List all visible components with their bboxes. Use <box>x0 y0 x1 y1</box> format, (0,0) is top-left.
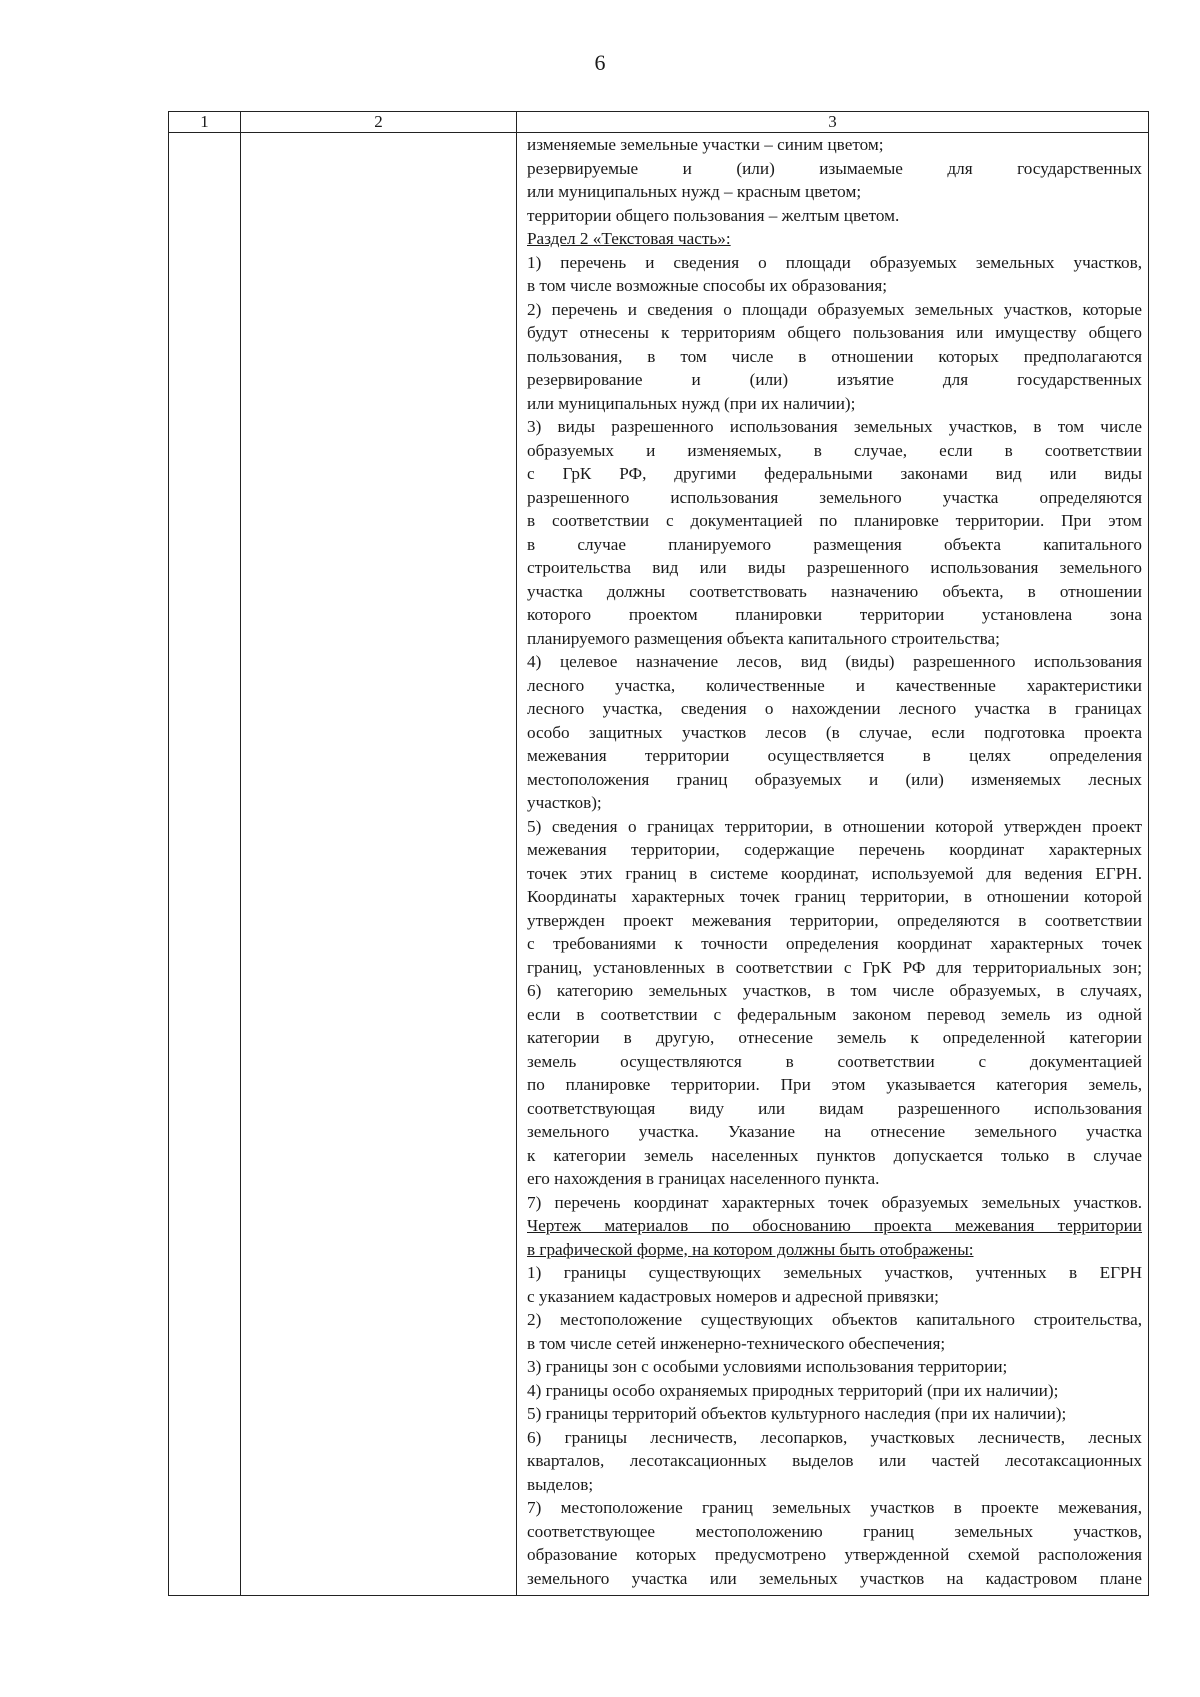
text-line <box>527 133 1142 157</box>
text-line <box>527 204 1142 228</box>
text-line-content: или муниципальных нужд (при их наличии); <box>527 393 856 413</box>
text-line <box>527 180 1142 204</box>
text-line <box>527 1355 1142 1379</box>
text-line-content: 1) перечень и сведения о площади образуемых земельных участков, <box>527 252 1142 272</box>
text-line-content: 6) категорию земельных участков, в том числе образуемых, в случаях, <box>527 981 1142 1000</box>
text-line-content: соответствующая виду или видам разрешенного использования <box>527 1098 1142 1118</box>
text-line <box>527 979 1142 1003</box>
text-line-content: 2) местоположение существующих объектов капитального строительства, <box>527 1310 1142 1329</box>
text-line <box>527 909 1142 933</box>
text-line <box>527 838 1142 862</box>
text-line <box>527 1449 1142 1473</box>
text-line-content: планируемого размещения объекта капитального строительства; <box>527 628 1000 648</box>
text-line <box>527 462 1142 486</box>
text-line-content: лесного участка, сведения о нахождении лесного участка в границах <box>527 699 1142 718</box>
text-line-content: утвержден проект межевания территории, определяются в соответствии <box>527 910 1142 930</box>
text-line <box>527 392 1142 416</box>
text-line-content: соответствующее местоположению границ земельных участков, <box>527 1521 1142 1541</box>
text-line-content: строительства вид или виды разрешенного использования земельного <box>527 558 1142 577</box>
text-line <box>527 1496 1142 1520</box>
text-line-content: 3) границы зон с особыми условиями использования территории; <box>527 1357 1008 1376</box>
text-line <box>527 744 1142 768</box>
text-line-content: 2) перечень и сведения о площади образуемых земельных участков, которые <box>527 299 1142 319</box>
text-line-content: образуемых и изменяемых, в случае, если в соответствии <box>527 440 1142 460</box>
text-line <box>527 1120 1142 1144</box>
text-line-content: выделов; <box>527 1474 594 1494</box>
text-line <box>527 1191 1142 1215</box>
page-number: 6 <box>594 50 606 75</box>
text-line <box>527 1097 1142 1121</box>
table-row <box>169 133 1149 1596</box>
text-line <box>527 956 1142 980</box>
text-line-content: с ГрК РФ, другими федеральными законами вид или виды <box>527 464 1142 483</box>
text-line <box>527 1238 1142 1262</box>
cell-col-1 <box>169 133 241 1596</box>
text-line-content: Чертеж материалов по обоснованию проекта межевания территории <box>527 1216 1142 1235</box>
text-line <box>527 509 1142 533</box>
text-line <box>527 1308 1142 1332</box>
text-line-content: Раздел 2 «Текстовая часть»: <box>527 229 731 248</box>
text-line-content: пользования, в том числе в отношении которых предполагаются <box>527 346 1142 366</box>
text-line-content: по планировке территории. При этом указывается категория земель, <box>527 1075 1142 1094</box>
text-line <box>527 1402 1142 1426</box>
text-line-content: 7) местоположение границ земельных участков в проекте межевания, <box>527 1498 1142 1517</box>
text-line <box>527 768 1142 792</box>
text-line-content: кварталов, лесотаксационных выделов или частей лесотаксационных <box>527 1451 1142 1470</box>
text-line <box>527 1543 1142 1567</box>
text-line-content: 3) виды разрешенного использования земельных участков, в том числе <box>527 417 1142 436</box>
text-line-content: земель осуществляются в соответствии с документацией <box>527 1051 1142 1071</box>
text-line <box>527 603 1142 627</box>
text-line-content: 6) границы лесничеств, лесопарков, участковых лесничеств, лесных <box>527 1427 1142 1447</box>
text-line <box>527 1567 1142 1591</box>
text-line-content: его нахождения в границах населенного пункта. <box>527 1169 880 1188</box>
column-header-2: 2 <box>241 112 517 133</box>
text-line-content: особо защитных участков лесов (в случае, если подготовка проекта <box>527 722 1142 742</box>
text-line <box>527 486 1142 510</box>
text-line <box>527 932 1142 956</box>
text-line <box>527 627 1142 651</box>
text-line <box>527 580 1142 604</box>
text-line-content: с требованиями к точности определения координат характерных точек <box>527 934 1142 953</box>
text-line-content: которого проектом планировки территории установлена зона <box>527 605 1142 624</box>
text-line <box>527 697 1142 721</box>
text-line-content: межевания территории, содержащие перечень координат характерных <box>527 840 1142 859</box>
text-line-content: или муниципальных нужд – красным цветом; <box>527 182 862 201</box>
text-line <box>527 1332 1142 1356</box>
text-line <box>527 1473 1142 1497</box>
text-line <box>527 1003 1142 1027</box>
text-line-content: в графической форме, на котором должны быть отображены: <box>527 1239 974 1259</box>
text-line-content: земельного участка или земельных участков на кадастровом плане <box>527 1568 1142 1588</box>
text-line <box>527 791 1142 815</box>
column-header-1: 1 <box>169 112 241 133</box>
text-line <box>527 298 1142 322</box>
text-line-content: будут отнесены к территориям общего пользования или имуществу общего <box>527 323 1142 342</box>
text-line-content: участков); <box>527 793 602 812</box>
text-line <box>527 1520 1142 1544</box>
text-line <box>527 1379 1142 1403</box>
text-line-content: межевания территории осуществляется в целях определения <box>527 746 1142 765</box>
text-line <box>527 415 1142 439</box>
text-line-content: в случае планируемого размещения объекта капитального <box>527 534 1142 554</box>
text-line <box>527 533 1142 557</box>
text-line-content: 5) сведения о границах территории, в отношении которой утвержден проект <box>527 816 1142 836</box>
text-line <box>527 1144 1142 1168</box>
text-line <box>527 1026 1142 1050</box>
text-line-content: категории в другую, отнесение земель к определенной категории <box>527 1028 1142 1047</box>
text-line <box>527 815 1142 839</box>
text-line-content: если в соответствии с федеральным законом перевод земель из одной <box>527 1004 1142 1024</box>
text-line-content: границ, установленных в соответствии с ГрК РФ для территориальных зон; <box>527 957 1142 977</box>
text-line <box>527 862 1142 886</box>
text-line-content: 1) границы существующих земельных участков, учтенных в ЕГРН <box>527 1263 1142 1282</box>
text-line <box>527 1167 1142 1191</box>
text-line-content: резервирование и (или) изъятие для государственных <box>527 370 1142 389</box>
text-line <box>527 1073 1142 1097</box>
text-line <box>527 251 1142 275</box>
text-line <box>527 885 1142 909</box>
text-line <box>527 556 1142 580</box>
table-header-row <box>169 112 1149 133</box>
text-line <box>527 1214 1142 1238</box>
text-line-content: Координаты характерных точек границ территории, в отношении которой <box>527 887 1142 906</box>
text-line-content: 7) перечень координат характерных точек образуемых земельных участков. <box>527 1192 1142 1212</box>
text-line-content: территории общего пользования – желтым цветом. <box>527 205 900 225</box>
text-line <box>527 157 1142 181</box>
text-line <box>527 368 1142 392</box>
document-table <box>168 111 1149 1596</box>
cell-col-2 <box>241 133 517 1596</box>
cell-col-3-text <box>517 133 1149 1596</box>
text-line <box>527 321 1142 345</box>
text-line-content: 5) границы территорий объектов культурного наследия (при их наличии); <box>527 1404 1067 1423</box>
text-line-content: в соответствии с документацией по планировке территории. При этом <box>527 511 1142 530</box>
text-line-content: точек этих границ в системе координат, используемой для ведения ЕГРН. <box>527 863 1142 883</box>
text-line-content: лесного участка, количественные и качественные характеристики <box>527 675 1142 695</box>
text-line <box>527 721 1142 745</box>
text-line-content: земельного участка. Указание на отнесение земельного участка <box>527 1122 1142 1141</box>
text-line <box>527 345 1142 369</box>
text-line-content: разрешенного использования земельного участка определяются <box>527 487 1142 507</box>
text-line-content: в том числе возможные способы их образования; <box>527 276 888 295</box>
text-line-content: с указанием кадастровых номеров и адресной привязки; <box>527 1286 939 1306</box>
text-line <box>527 227 1142 251</box>
text-line <box>527 650 1142 674</box>
text-line <box>527 439 1142 463</box>
text-line <box>527 1426 1142 1450</box>
text-line <box>527 1261 1142 1285</box>
text-line-content: местоположения границ образуемых и (или) изменяемых лесных <box>527 769 1142 789</box>
text-line-content: образование которых предусмотрено утвержденной схемой расположения <box>527 1545 1142 1564</box>
text-line <box>527 1050 1142 1074</box>
column-header-3: 3 <box>517 112 1149 133</box>
text-line <box>527 274 1142 298</box>
text-line-content: 4) границы особо охраняемых природных территорий (при их наличии); <box>527 1380 1059 1400</box>
text-line-content: участка должны соответствовать назначению объекта, в отношении <box>527 581 1142 601</box>
text-line-content: к категории земель населенных пунктов допускается только в случае <box>527 1145 1142 1165</box>
text-line <box>527 1285 1142 1309</box>
text-line-content: изменяемые земельные участки – синим цветом; <box>527 135 884 154</box>
text-line-content: резервируемые и (или) изымаемые для государственных <box>527 158 1142 178</box>
text-line-content: в том числе сетей инженерно-технического обеспечения; <box>527 1333 946 1353</box>
text-line <box>527 674 1142 698</box>
text-line-content: 4) целевое назначение лесов, вид (виды) разрешенного использования <box>527 652 1142 671</box>
